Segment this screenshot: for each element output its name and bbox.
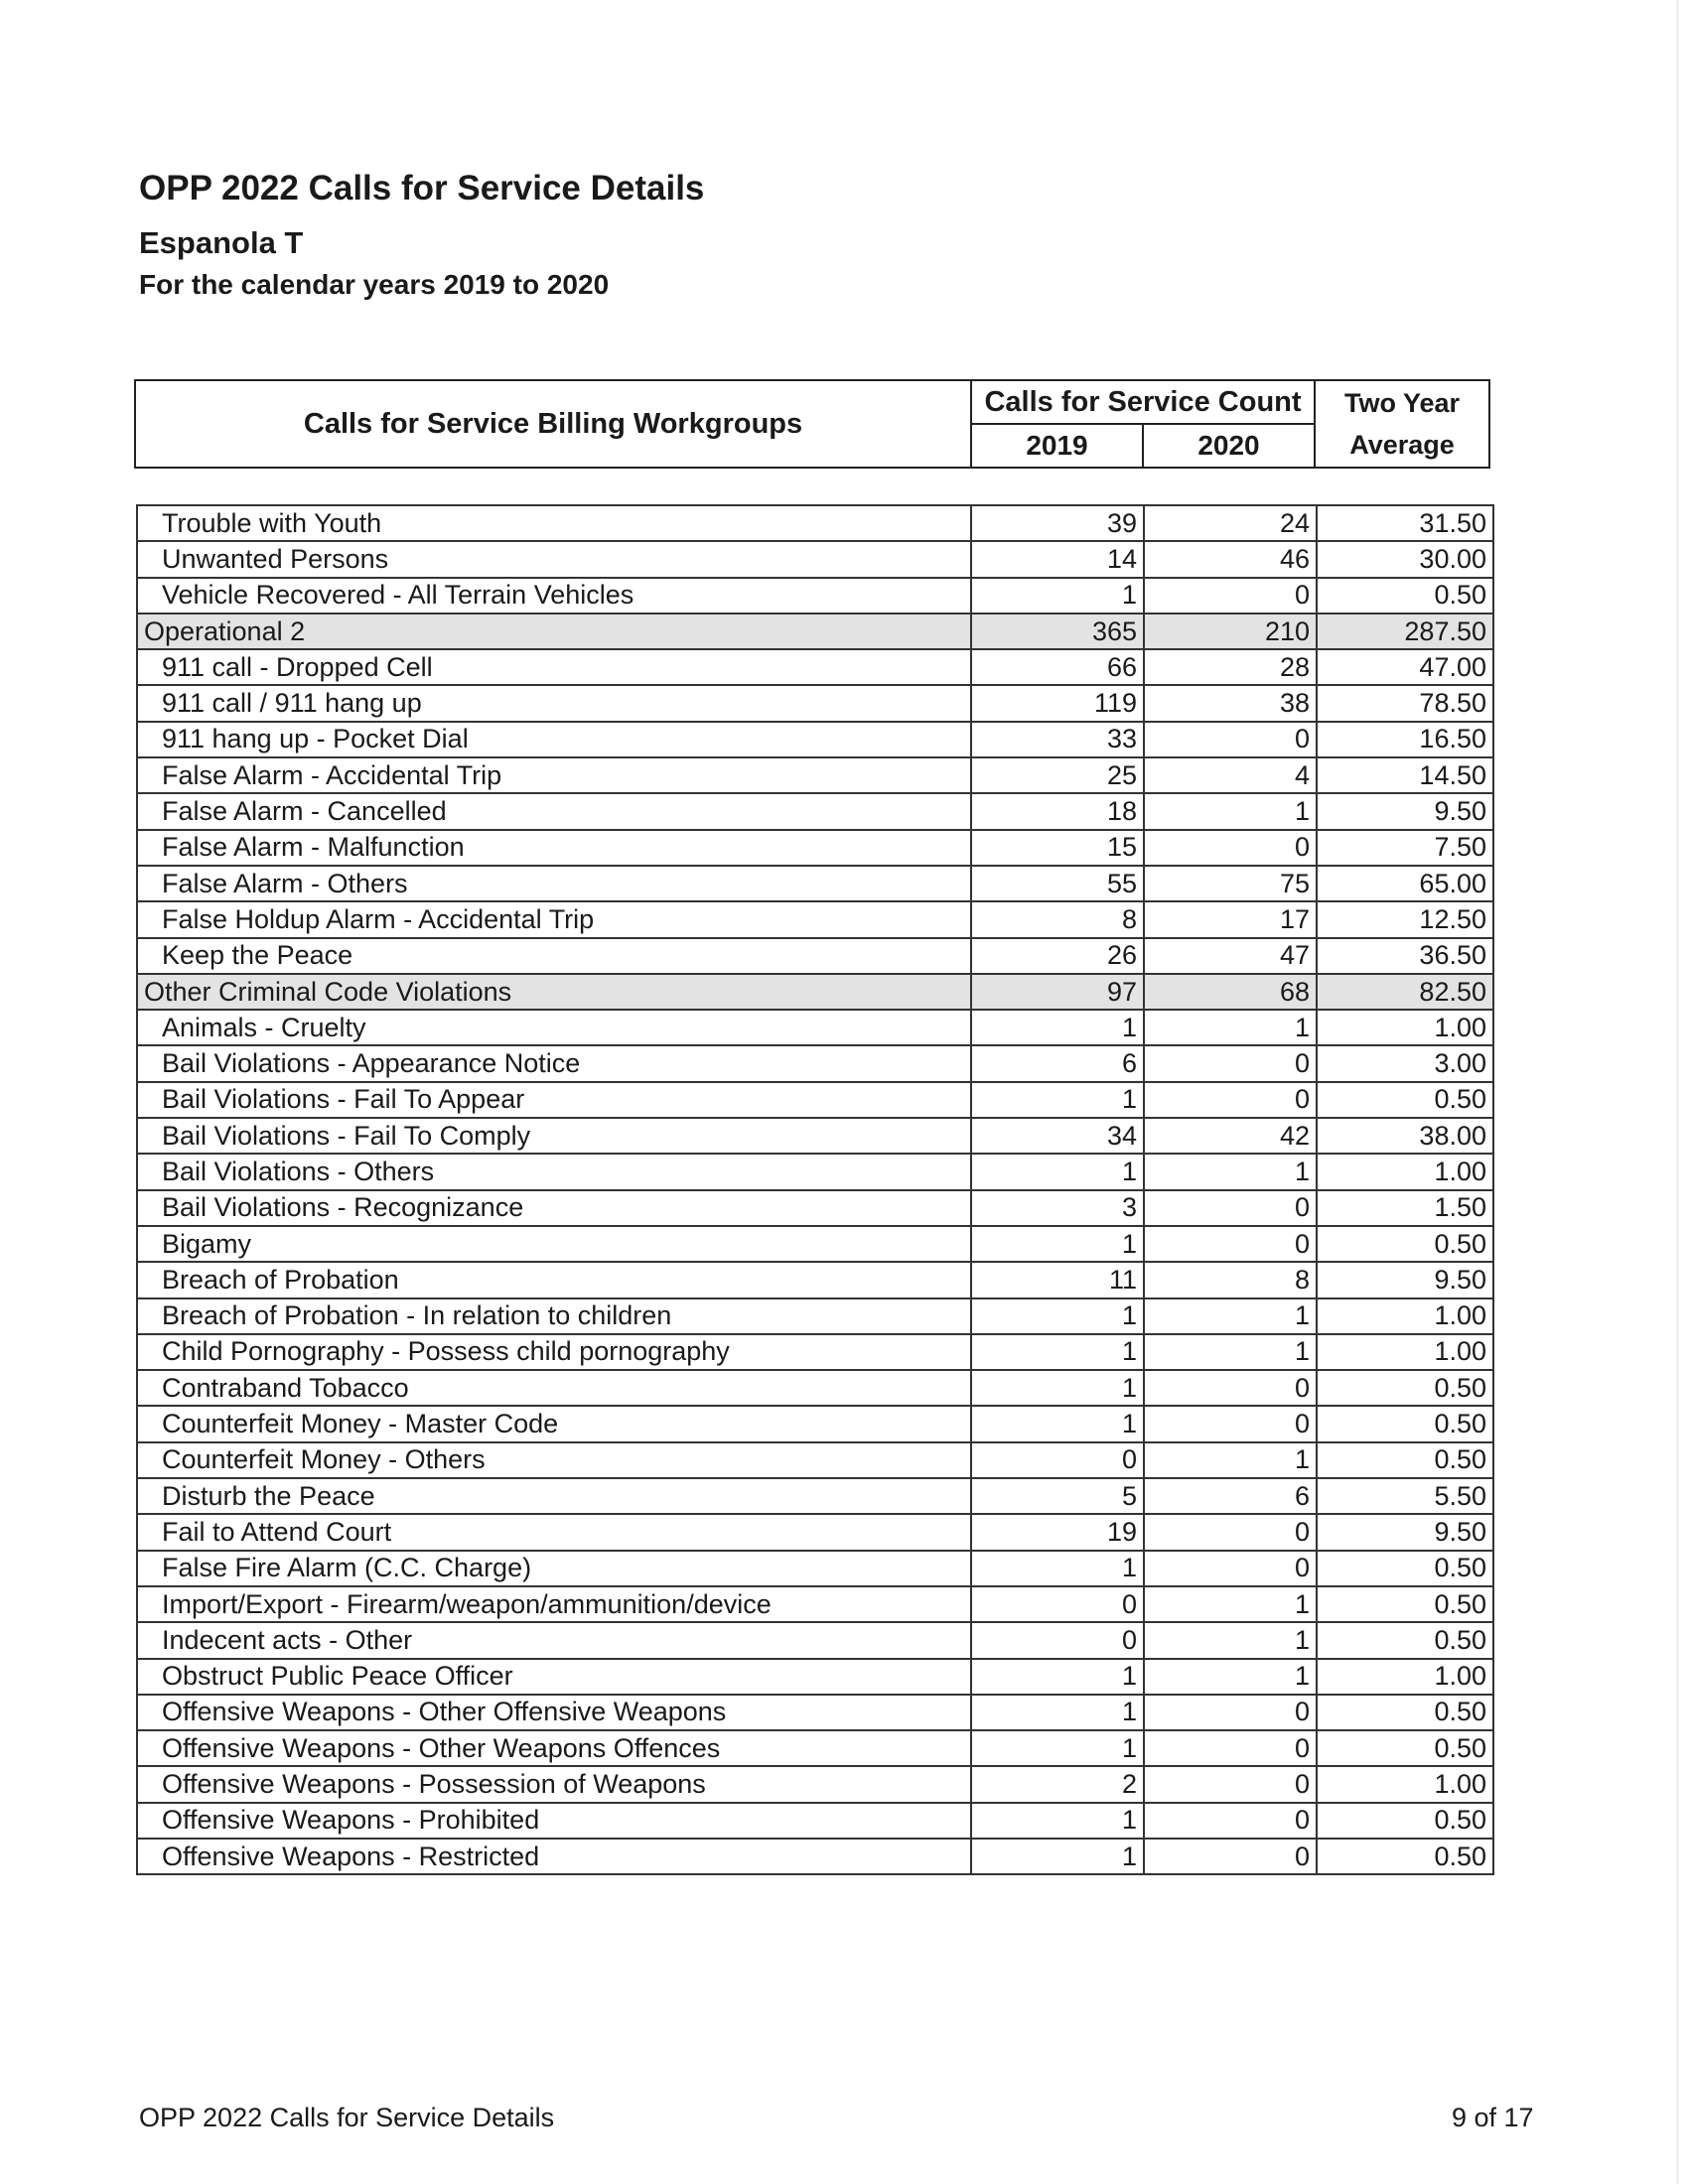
average-cell: 0.50 [1317,1551,1493,1586]
header-year-2019: 2019 [972,425,1144,467]
average-cell: 1.00 [1317,1659,1493,1695]
average-cell: 1.50 [1317,1190,1493,1226]
average-cell: 36.50 [1317,938,1493,974]
average-cell: 12.50 [1317,901,1493,937]
workgroup-cell: Bail Violations - Fail To Comply [137,1118,971,1154]
average-cell: 1.00 [1317,1766,1493,1802]
count-2019-cell: 1 [971,1082,1144,1118]
count-2019-cell: 19 [971,1514,1144,1550]
table-row [137,1659,1493,1695]
table-row [137,1730,1493,1766]
count-2019-cell: 0 [971,1442,1144,1478]
average-cell: 0.50 [1317,1406,1493,1441]
table-row [137,757,1493,793]
table-row [137,866,1493,901]
count-2019-cell: 11 [971,1262,1144,1297]
count-2019-cell: 33 [971,722,1144,757]
group-row [137,614,1493,649]
count-2019-cell: 14 [971,541,1144,577]
average-cell: 0.50 [1317,1803,1493,1839]
count-2020-cell: 0 [1144,1551,1317,1586]
average-cell: 38.00 [1317,1118,1493,1154]
table-row [137,1010,1493,1045]
count-2020-cell: 0 [1144,722,1317,757]
workgroup-cell: Offensive Weapons - Other Weapons Offences [137,1730,971,1766]
workgroup-cell: Counterfeit Money - Master Code [137,1406,971,1441]
workgroup-cell: Other Criminal Code Violations [137,974,971,1010]
count-2019-cell: 0 [971,1586,1144,1622]
count-2020-cell: 1 [1144,1298,1317,1334]
average-cell: 47.00 [1317,649,1493,685]
count-2020-cell: 0 [1144,1045,1317,1081]
workgroup-cell: 911 hang up - Pocket Dial [137,722,971,757]
count-2020-cell: 1 [1144,1622,1317,1658]
workgroup-cell: Offensive Weapons - Other Offensive Weapons [137,1695,971,1730]
count-2020-cell: 17 [1144,901,1317,937]
table-row [137,541,1493,577]
count-2020-cell: 6 [1144,1478,1317,1514]
table-row [137,1190,1493,1226]
average-cell: 14.50 [1317,757,1493,793]
count-2019-cell: 1 [971,1010,1144,1045]
count-2019-cell: 97 [971,974,1144,1010]
count-2019-cell: 1 [971,1695,1144,1730]
workgroup-cell: Operational 2 [137,614,971,649]
table-row [137,1298,1493,1334]
workgroup-cell: Indecent acts - Other [137,1622,971,1658]
table-row [137,1551,1493,1586]
table-row [137,1370,1493,1406]
count-2020-cell: 0 [1144,1406,1317,1441]
count-2019-cell: 6 [971,1045,1144,1081]
count-2020-cell: 0 [1144,1190,1317,1226]
average-cell: 0.50 [1317,1586,1493,1622]
average-cell: 78.50 [1317,685,1493,721]
workgroup-cell: False Fire Alarm (C.C. Charge) [137,1551,971,1586]
average-cell: 16.50 [1317,722,1493,757]
average-cell: 7.50 [1317,830,1493,866]
workgroup-cell: Child Pornography - Possess child pornography [137,1334,971,1370]
count-2020-cell: 0 [1144,1803,1317,1839]
workgroup-cell: Disturb the Peace [137,1478,971,1514]
count-2019-cell: 1 [971,1659,1144,1695]
average-cell: 0.50 [1317,1082,1493,1118]
average-cell: 9.50 [1317,1262,1493,1297]
header-avg-line2: Average [1349,430,1455,460]
table-row [137,901,1493,937]
table-row [137,505,1493,541]
table-row [137,830,1493,866]
count-2020-cell: 0 [1144,1226,1317,1262]
table-row [137,1586,1493,1622]
header-year-2020: 2020 [1144,425,1316,467]
workgroup-cell: False Alarm - Accidental Trip [137,757,971,793]
table-row [137,938,1493,974]
workgroup-cell: False Holdup Alarm - Accidental Trip [137,901,971,937]
count-2019-cell: 1 [971,1406,1144,1441]
count-2020-cell: 1 [1144,1586,1317,1622]
table-row [137,1154,1493,1189]
workgroup-cell: Bail Violations - Recognizance [137,1190,971,1226]
average-cell: 30.00 [1317,541,1493,577]
workgroup-cell: False Alarm - Cancelled [137,793,971,829]
workgroup-cell: Offensive Weapons - Prohibited [137,1803,971,1839]
workgroup-cell: Vehicle Recovered - All Terrain Vehicles [137,578,971,614]
count-2020-cell: 0 [1144,1370,1317,1406]
count-2020-cell: 68 [1144,974,1317,1010]
table-row [137,1839,1493,1874]
table-row [137,578,1493,614]
header-workgroups: Calls for Service Billing Workgroups [136,381,972,467]
count-2019-cell: 8 [971,901,1144,937]
workgroup-cell: Fail to Attend Court [137,1514,971,1550]
workgroup-cell: False Alarm - Malfunction [137,830,971,866]
workgroup-cell: Bigamy [137,1226,971,1262]
workgroup-cell: Bail Violations - Appearance Notice [137,1045,971,1081]
workgroup-cell: 911 call / 911 hang up [137,685,971,721]
table-header [134,379,1490,469]
count-2019-cell: 1 [971,1839,1144,1874]
count-2019-cell: 1 [971,1803,1144,1839]
average-cell: 0.50 [1317,1839,1493,1874]
average-cell: 82.50 [1317,974,1493,1010]
count-2019-cell: 0 [971,1622,1144,1658]
count-2020-cell: 0 [1144,1766,1317,1802]
average-cell: 9.50 [1317,1514,1493,1550]
workgroup-cell: Contraband Tobacco [137,1370,971,1406]
count-2020-cell: 0 [1144,1730,1317,1766]
table-row [137,1226,1493,1262]
count-2020-cell: 1 [1144,1010,1317,1045]
count-2019-cell: 1 [971,1334,1144,1370]
count-2019-cell: 55 [971,866,1144,901]
workgroup-cell: Keep the Peace [137,938,971,974]
average-cell: 0.50 [1317,1622,1493,1658]
header-two-year-average [1316,381,1488,467]
count-2020-cell: 1 [1144,793,1317,829]
group-row [137,974,1493,1010]
count-2020-cell: 1 [1144,1154,1317,1189]
count-2019-cell: 1 [971,1226,1144,1262]
workgroup-cell: Breach of Probation [137,1262,971,1297]
table-row [137,1082,1493,1118]
count-2019-cell: 5 [971,1478,1144,1514]
count-2020-cell: 0 [1144,1839,1317,1874]
footer-title: OPP 2022 Calls for Service Details [139,2103,555,2132]
workgroup-cell: Import/Export - Firearm/weapon/ammunition/device [137,1586,971,1622]
average-cell: 1.00 [1317,1010,1493,1045]
table-row [137,1622,1493,1658]
table-row [137,649,1493,685]
count-2019-cell: 15 [971,830,1144,866]
count-2020-cell: 0 [1144,1695,1317,1730]
count-2020-cell: 1 [1144,1334,1317,1370]
count-2020-cell: 75 [1144,866,1317,901]
table-row [137,1442,1493,1478]
average-cell: 0.50 [1317,578,1493,614]
workgroup-cell: Unwanted Persons [137,541,971,577]
page-number: 9 of 17 [1452,2103,1534,2132]
average-cell: 1.00 [1317,1154,1493,1189]
workgroup-cell: Obstruct Public Peace Officer [137,1659,971,1695]
count-2019-cell: 25 [971,757,1144,793]
table-row [137,1803,1493,1839]
count-2020-cell: 1 [1144,1659,1317,1695]
average-cell: 0.50 [1317,1695,1493,1730]
workgroup-cell: Trouble with Youth [137,505,971,541]
average-cell: 5.50 [1317,1478,1493,1514]
count-2020-cell: 42 [1144,1118,1317,1154]
workgroup-cell: Bail Violations - Fail To Appear [137,1082,971,1118]
count-2019-cell: 1 [971,1730,1144,1766]
average-cell: 0.50 [1317,1370,1493,1406]
count-2019-cell: 26 [971,938,1144,974]
table-row [137,1118,1493,1154]
header-count: Calls for Service Count [972,381,1316,425]
count-2020-cell: 210 [1144,614,1317,649]
count-2020-cell: 0 [1144,1514,1317,1550]
count-2019-cell: 1 [971,1551,1144,1586]
workgroup-cell: Bail Violations - Others [137,1154,971,1189]
count-2020-cell: 0 [1144,830,1317,866]
workgroup-cell: 911 call - Dropped Cell [137,649,971,685]
count-2020-cell: 28 [1144,649,1317,685]
table-row [137,685,1493,721]
average-cell: 1.00 [1317,1298,1493,1334]
workgroup-cell: Offensive Weapons - Restricted [137,1839,971,1874]
count-2019-cell: 2 [971,1766,1144,1802]
count-2019-cell: 1 [971,1298,1144,1334]
count-2019-cell: 34 [971,1118,1144,1154]
workgroup-cell: Offensive Weapons - Possession of Weapons [137,1766,971,1802]
count-2019-cell: 1 [971,1370,1144,1406]
count-2020-cell: 24 [1144,505,1317,541]
reporting-period: For the calendar years 2019 to 2020 [139,269,610,300]
count-2020-cell: 0 [1144,1082,1317,1118]
page-edge [1676,0,1679,2184]
table-row [137,793,1493,829]
count-2019-cell: 39 [971,505,1144,541]
average-cell: 0.50 [1317,1442,1493,1478]
count-2019-cell: 66 [971,649,1144,685]
average-cell: 0.50 [1317,1226,1493,1262]
average-cell: 65.00 [1317,866,1493,901]
document-title: OPP 2022 Calls for Service Details [139,169,705,207]
table-row [137,1045,1493,1081]
calls-table-body [137,505,1493,1874]
average-cell: 1.00 [1317,1334,1493,1370]
location-subtitle: Espanola T [139,225,304,260]
count-2020-cell: 4 [1144,757,1317,793]
count-2020-cell: 38 [1144,685,1317,721]
workgroup-cell: Animals - Cruelty [137,1010,971,1045]
count-2019-cell: 1 [971,1154,1144,1189]
average-cell: 3.00 [1317,1045,1493,1081]
workgroup-cell: False Alarm - Others [137,866,971,901]
table-row [137,1695,1493,1730]
count-2020-cell: 46 [1144,541,1317,577]
average-cell: 287.50 [1317,614,1493,649]
table-row [137,1514,1493,1550]
workgroup-cell: Breach of Probation - In relation to children [137,1298,971,1334]
table-row [137,1262,1493,1297]
count-2019-cell: 1 [971,578,1144,614]
table-row [137,1334,1493,1370]
count-2019-cell: 119 [971,685,1144,721]
count-2020-cell: 47 [1144,938,1317,974]
count-2020-cell: 8 [1144,1262,1317,1297]
count-2020-cell: 1 [1144,1442,1317,1478]
count-2020-cell: 0 [1144,578,1317,614]
average-cell: 0.50 [1317,1730,1493,1766]
count-2019-cell: 3 [971,1190,1144,1226]
header-avg-line1: Two Year [1343,388,1461,418]
count-2019-cell: 365 [971,614,1144,649]
count-2019-cell: 18 [971,793,1144,829]
table-row [137,1766,1493,1802]
calls-table [136,504,1494,1875]
average-cell: 9.50 [1317,793,1493,829]
table-row [137,722,1493,757]
workgroup-cell: Counterfeit Money - Others [137,1442,971,1478]
average-cell: 31.50 [1317,505,1493,541]
table-row [137,1478,1493,1514]
table-row [137,1406,1493,1441]
